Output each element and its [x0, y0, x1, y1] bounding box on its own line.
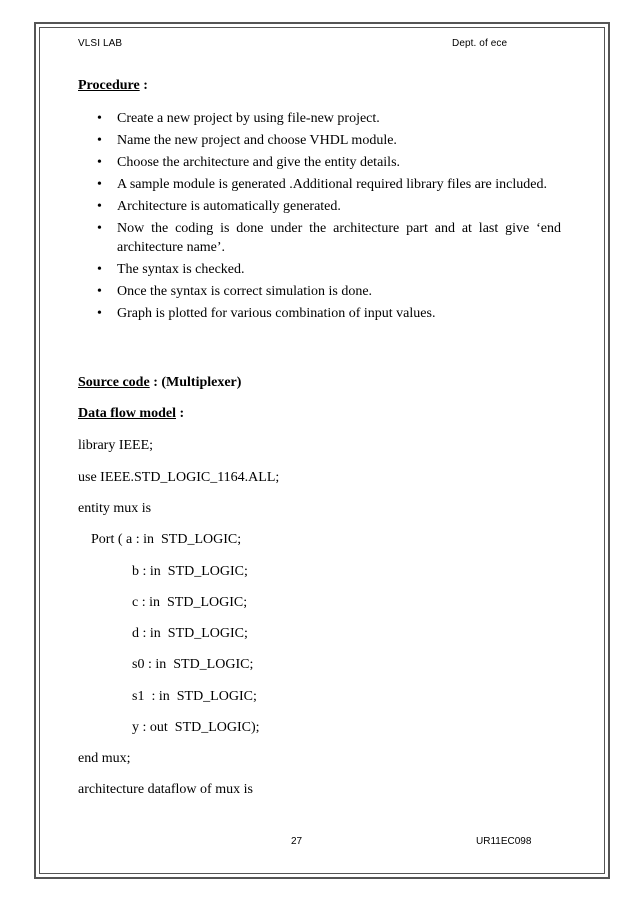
code-line: Port ( a : in STD_LOGIC;: [91, 532, 242, 547]
list-item: • Graph is plotted for various combination of input values.: [97, 306, 436, 321]
list-item: • Architecture is automatically generated.: [97, 199, 341, 214]
code-line: d : in STD_LOGIC;: [132, 626, 248, 641]
list-item: • Now the coding is done under the architecture part and at last give ‘end architecture name’.: [97, 221, 561, 255]
header-lab-name: VLSI LAB: [78, 38, 123, 49]
code-line: s1 : in STD_LOGIC;: [132, 689, 257, 704]
code-line: b : in STD_LOGIC;: [132, 564, 248, 579]
bullet-icon: •: [97, 284, 102, 299]
code-line: y : out STD_LOGIC);: [132, 720, 260, 735]
code-line: architecture dataflow of mux is: [78, 782, 253, 797]
code-line: end mux;: [78, 751, 131, 766]
code-line: c : in STD_LOGIC;: [132, 595, 248, 610]
footer-register-id: UR11EC098: [476, 836, 532, 847]
list-item: • A sample module is generated .Additional required library files are included.: [97, 177, 547, 192]
header-department: Dept. of ece: [452, 38, 508, 49]
source-code-suffix: : (Multiplexer): [149, 375, 242, 390]
procedure-colon: :: [139, 78, 148, 93]
bullet-icon: •: [97, 111, 102, 126]
bullet-icon: •: [97, 199, 102, 214]
list-item: • Create a new project by using file-new project.: [97, 111, 380, 126]
model-suffix: :: [176, 406, 185, 421]
list-item: • Name the new project and choose VHDL module.: [97, 133, 397, 148]
procedure-list: [78, 109, 561, 326]
source-code-title: Source code: [78, 375, 150, 390]
list-item: • Once the syntax is correct simulation is done.: [97, 284, 373, 299]
code-line: library IEEE;: [78, 438, 154, 453]
model-heading: [78, 406, 184, 422]
bullet-icon: •: [97, 262, 102, 277]
bullet-icon: •: [97, 133, 102, 148]
list-item: • The syntax is checked.: [97, 262, 245, 277]
footer-page-number: 27: [291, 836, 303, 847]
bullet-icon: •: [97, 177, 102, 192]
model-title: Data flow model: [78, 406, 176, 421]
list-item: • Choose the architecture and give the entity details.: [97, 155, 401, 170]
procedure-title: Procedure: [78, 78, 140, 93]
code-line: use IEEE.STD_LOGIC_1164.ALL;: [78, 470, 280, 485]
code-line: entity mux is: [78, 501, 152, 516]
bullet-icon: •: [97, 155, 102, 170]
source-code-heading: [78, 375, 241, 391]
code-line: s0 : in STD_LOGIC;: [132, 657, 254, 672]
bullet-icon: •: [97, 306, 102, 321]
procedure-heading: [78, 78, 148, 94]
bullet-icon: •: [97, 221, 102, 236]
